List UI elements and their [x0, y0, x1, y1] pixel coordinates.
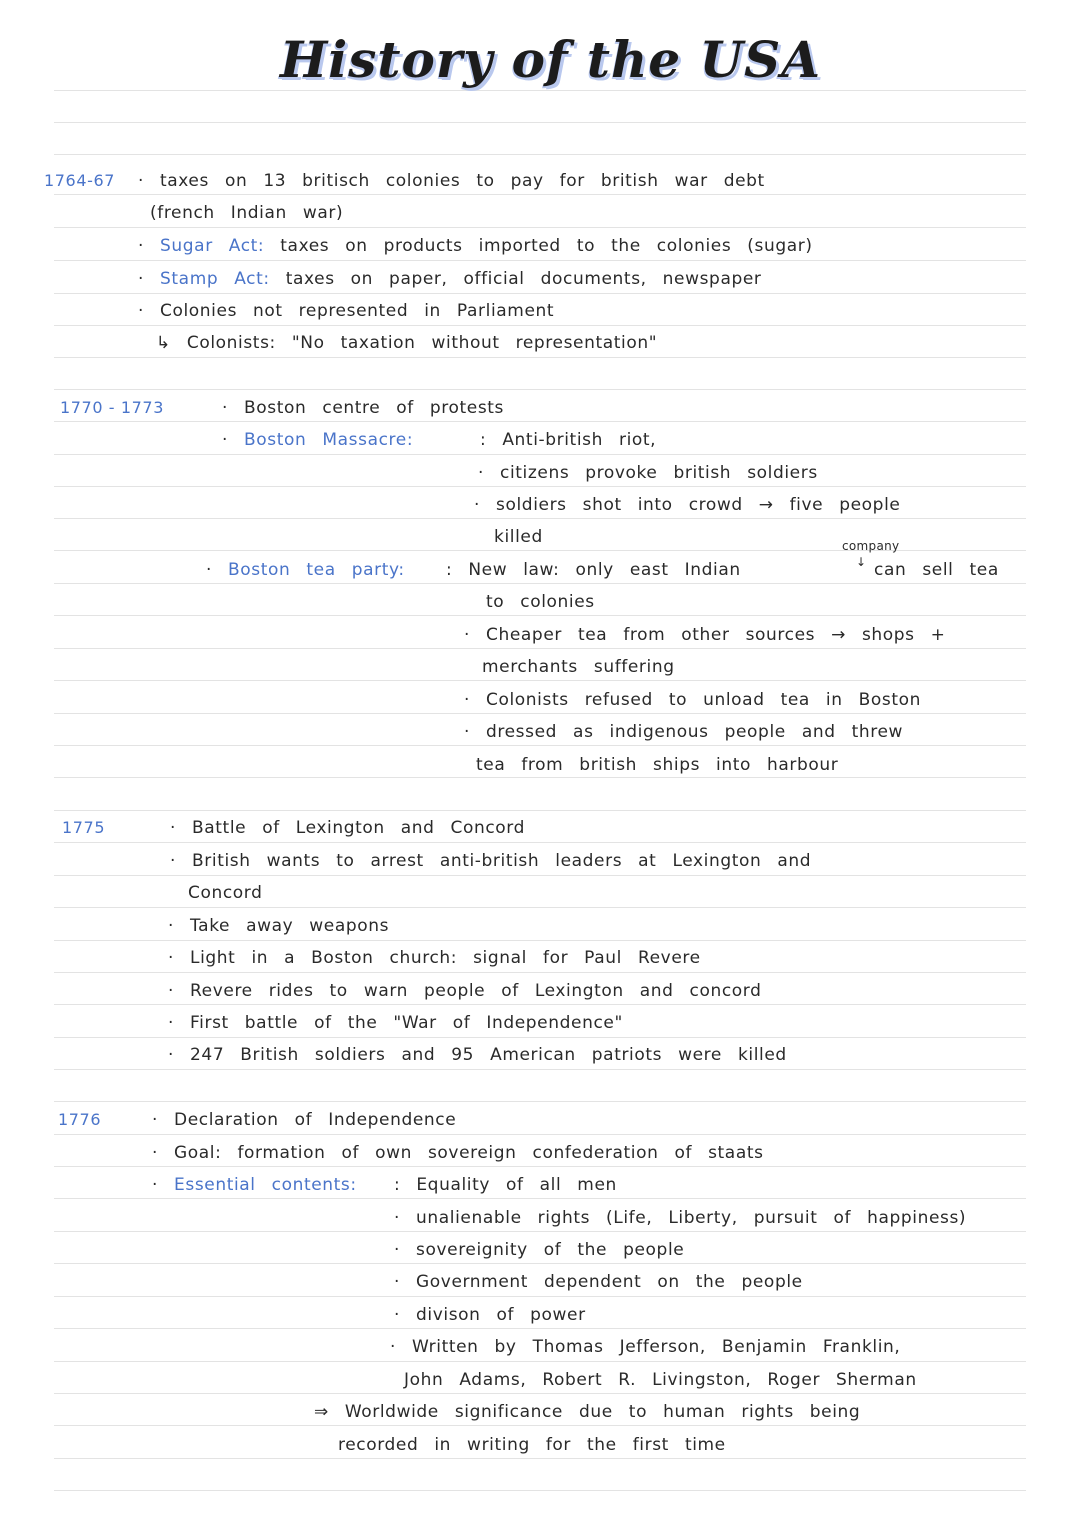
section-year: 1764-67	[44, 171, 116, 190]
note-text: unalienable rights (Life, Liberty, pursuit of happiness)	[416, 1208, 967, 1228]
note-text: First battle of the "War of Independence"	[190, 1013, 623, 1033]
note-line: killed	[494, 527, 543, 547]
note-line: · Revere rides to warn people of Lexington and concord	[168, 981, 762, 1001]
term-label: Stamp Act:	[160, 269, 270, 289]
note-text: Goal: formation of own sovereign confederation of staats	[174, 1143, 764, 1163]
note-line: · First battle of the "War of Independence"	[168, 1013, 623, 1033]
note-line: Concord	[188, 883, 263, 903]
note-line: · soldiers shot into crowd → five people	[474, 495, 901, 515]
term-label: Boston tea party:	[228, 560, 405, 580]
term-label: Essential contents:	[174, 1175, 357, 1195]
ruled-line	[54, 122, 1026, 123]
note-line: recorded in writing for the first time	[338, 1435, 726, 1455]
ruled-line	[54, 486, 1026, 487]
ruled-line	[54, 615, 1026, 616]
note-line: · Boston centre of protests	[222, 398, 505, 418]
ruled-line	[54, 1458, 1026, 1459]
ruled-line	[54, 194, 1026, 195]
ruled-line	[54, 1004, 1026, 1005]
ruled-line	[54, 154, 1026, 155]
note-text: citizens provoke british soldiers	[500, 463, 818, 483]
note-line: · Battle of Lexington and Concord	[170, 818, 525, 838]
ruled-line	[54, 680, 1026, 681]
note-line: · Goal: formation of own sovereign confederation of staats	[152, 1143, 764, 1163]
note-line: John Adams, Robert R. Livingston, Roger Sherman	[404, 1370, 917, 1390]
note-line: · Colonists refused to unload tea in Boston	[464, 690, 921, 710]
ruled-line	[54, 421, 1026, 422]
term-label: Sugar Act:	[160, 236, 265, 256]
note-line: · Essential contents:	[152, 1175, 357, 1195]
ruled-line	[54, 810, 1026, 811]
note-text: taxes on products imported to the colonies (sugar)	[280, 236, 813, 256]
ruled-line	[54, 260, 1026, 261]
ruled-line	[54, 713, 1026, 714]
ruled-line	[54, 1296, 1026, 1297]
insert-caret: ↓	[856, 555, 867, 569]
note-line: : New law: only east Indian	[446, 560, 741, 580]
note-text: soldiers shot into crowd → five people	[496, 495, 901, 515]
ruled-line	[54, 1166, 1026, 1167]
page-title: History of the USA	[280, 30, 822, 89]
note-line: · dressed as indigenous people and threw	[464, 722, 904, 742]
note-line: : Equality of all men	[394, 1175, 617, 1195]
ruled-line	[54, 227, 1026, 228]
note-line: ⇒ Worldwide significance due to human rights being	[314, 1402, 861, 1422]
note-line: : Anti-british riot,	[480, 430, 657, 450]
ruled-line	[54, 972, 1026, 973]
ruled-line	[54, 1037, 1026, 1038]
ruled-line	[54, 777, 1026, 778]
note-text: divison of power	[416, 1305, 586, 1325]
note-line: · Cheaper tea from other sources → shops +	[464, 625, 946, 645]
note-line: · Boston Massacre:	[222, 430, 414, 450]
section-year: 1770 - 1773	[60, 398, 164, 417]
note-text: taxes on paper, official documents, newspaper	[285, 269, 762, 289]
note-text: Written by Thomas Jefferson, Benjamin Franklin,	[412, 1337, 901, 1357]
note-line: · citizens provoke british soldiers	[478, 463, 818, 483]
note-text: 247 British soldiers and 95 American patriots were killed	[190, 1045, 787, 1065]
ruled-line	[54, 1101, 1026, 1102]
ruled-line	[54, 842, 1026, 843]
section-year: 1776	[58, 1110, 102, 1129]
note-text: Colonists refused to unload tea in Boston	[486, 690, 921, 710]
note-text: Government dependent on the people	[416, 1272, 803, 1292]
ruled-line	[54, 1069, 1026, 1070]
ruled-line	[54, 1263, 1026, 1264]
ruled-line	[54, 875, 1026, 876]
ruled-line	[54, 518, 1026, 519]
section-year: 1775	[62, 818, 106, 837]
note-text: Colonies not represented in Parliament	[160, 301, 555, 321]
note-line: · Stamp Act: taxes on paper, official documents, newspaper	[138, 269, 762, 289]
note-text: Light in a Boston church: signal for Paul Revere	[190, 948, 701, 968]
note-line: · Boston tea party:	[206, 560, 405, 580]
ruled-line	[54, 90, 1026, 91]
ruled-line	[54, 1425, 1026, 1426]
note-annotation: company	[842, 539, 900, 553]
note-text: sovereignity of the people	[416, 1240, 685, 1260]
ruled-line	[54, 454, 1026, 455]
note-text: dressed as indigenous people and threw	[486, 722, 904, 742]
note-text: Revere rides to warn people of Lexington and concord	[190, 981, 762, 1001]
ruled-line	[54, 1231, 1026, 1232]
note-line: · divison of power	[394, 1305, 586, 1325]
note-text: Take away weapons	[190, 916, 390, 936]
ruled-line	[54, 1490, 1026, 1491]
ruled-line	[54, 940, 1026, 941]
note-line: · taxes on 13 britisch colonies to pay for british war debt	[138, 171, 765, 191]
note-text: British wants to arrest anti-british leaders at Lexington and	[192, 851, 812, 871]
note-text: Battle of Lexington and Concord	[192, 818, 525, 838]
note-line: · Take away weapons	[168, 916, 390, 936]
note-line: · Light in a Boston church: signal for Paul Revere	[168, 948, 701, 968]
note-text: Declaration of Independence	[174, 1110, 457, 1130]
ruled-line	[54, 1198, 1026, 1199]
note-line: · Declaration of Independence	[152, 1110, 457, 1130]
ruled-line	[54, 745, 1026, 746]
ruled-line	[54, 293, 1026, 294]
ruled-line	[54, 583, 1026, 584]
term-label: Boston Massacre:	[244, 430, 414, 450]
ruled-line	[54, 357, 1026, 358]
note-line: · Colonies not represented in Parliament	[138, 301, 555, 321]
note-line: can sell tea	[874, 560, 999, 580]
note-line: · unalienable rights (Life, Liberty, pursuit of happiness)	[394, 1208, 967, 1228]
note-text: Cheaper tea from other sources → shops +	[486, 625, 946, 645]
note-line: · Government dependent on the people	[394, 1272, 803, 1292]
note-line: ↳ Colonists: "No taxation without representation"	[156, 333, 658, 353]
note-line: · sovereignity of the people	[394, 1240, 685, 1260]
note-line: · Written by Thomas Jefferson, Benjamin Franklin,	[390, 1337, 901, 1357]
ruled-line	[54, 1328, 1026, 1329]
note-text: taxes on 13 britisch colonies to pay for british war debt	[160, 171, 765, 191]
note-line: · Sugar Act: taxes on products imported to the colonies (sugar)	[138, 236, 813, 256]
note-text: Boston centre of protests	[244, 398, 505, 418]
ruled-line	[54, 325, 1026, 326]
ruled-line	[54, 1393, 1026, 1394]
note-line: (french Indian war)	[150, 203, 344, 223]
ruled-line	[54, 389, 1026, 390]
note-line: · British wants to arrest anti-british leaders at Lexington and	[170, 851, 812, 871]
note-line: tea from british ships into harbour	[476, 755, 839, 775]
ruled-line	[54, 648, 1026, 649]
note-line: to colonies	[486, 592, 595, 612]
ruled-line	[54, 907, 1026, 908]
ruled-line	[54, 1361, 1026, 1362]
note-line: · 247 British soldiers and 95 American patriots were killed	[168, 1045, 787, 1065]
ruled-line	[54, 1134, 1026, 1135]
note-line: merchants suffering	[482, 657, 675, 677]
